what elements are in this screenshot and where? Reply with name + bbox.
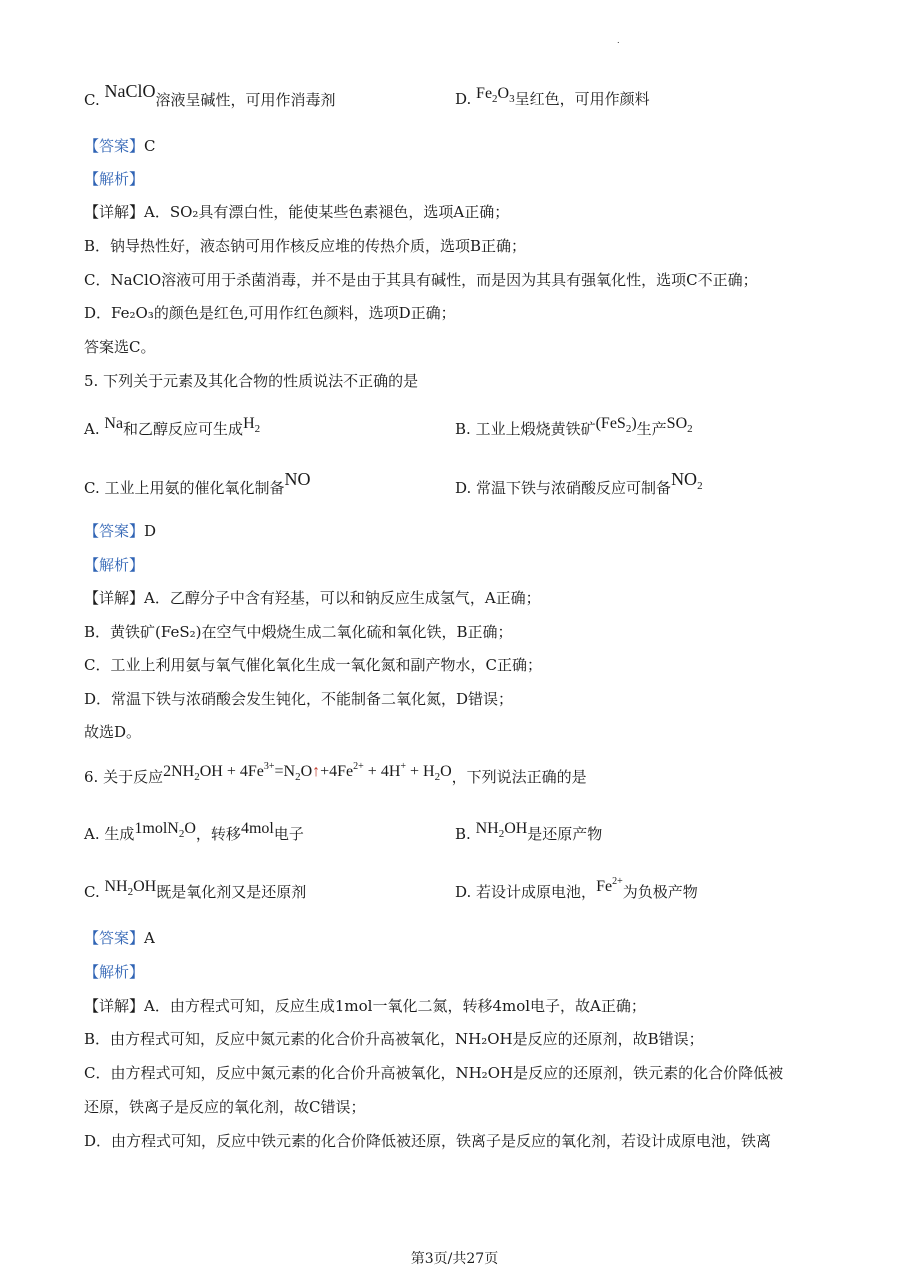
option-text: 工业上用氨的催化氧化制备	[104, 479, 285, 497]
q5-conclusion: 故选D。	[84, 723, 142, 741]
detail-text: A．SO₂具有漂白性，能使某些色素褪色，选项A正确；	[144, 203, 510, 221]
q4-conclusion: 答案选C。	[84, 338, 156, 356]
q5-detail-a	[84, 587, 541, 609]
option-text: 呈红色，可用作颜料	[514, 90, 650, 108]
option-text: 电子	[273, 825, 304, 843]
q4-option-c	[84, 81, 336, 111]
q5-detail-c: C．工业上利用氨与氧气催化氧化生成一氧化氮和副产物水，C正确；	[84, 656, 542, 674]
q6-option-d	[455, 876, 698, 906]
formula: 4mol	[240, 820, 274, 837]
option-label: D.	[455, 479, 472, 497]
option-label: C.	[84, 91, 100, 109]
option-text: ，转移	[195, 825, 241, 843]
q6-option-c	[84, 878, 307, 905]
q5-stem: 5. 下列关于元素及其化合物的性质说法不正确的是	[84, 372, 419, 390]
detail-text: A．乙醇分子中含有羟基，可以和钠反应生成氢气，A正确；	[144, 589, 541, 607]
formula: $NH_2OH$	[475, 820, 528, 840]
q5-option-d	[455, 469, 703, 501]
option-label: D.	[455, 90, 472, 108]
option-label: A.	[84, 420, 100, 438]
q6-detail-c2: 还原，铁离子是反应的氧化剂，故C错误；	[84, 1098, 366, 1116]
q6-answer	[84, 927, 155, 949]
q4-detail-a	[84, 201, 509, 223]
option-label: D.	[455, 883, 472, 901]
detail-tag: 【详解】	[84, 589, 145, 607]
formula: NaClO	[104, 81, 156, 101]
formula: NO	[284, 469, 311, 489]
option-text: 溶液呈碱性，可用作消毒剂	[155, 91, 336, 109]
q4-detail-d: D．Fe₂O₃的颜色是红色,可用作红色颜料，选项D正确；	[84, 304, 456, 322]
formula: $H_2$	[243, 415, 261, 435]
option-text: 工业上煅烧黄铁矿	[475, 420, 596, 438]
option-text: 既是氧化剂又是还原剂	[156, 883, 307, 901]
option-label: B.	[455, 825, 471, 843]
stem-text: ，下列说法正确的是	[451, 768, 587, 786]
page-dot: .	[617, 36, 620, 45]
gas-arrow-icon: ↑	[312, 763, 321, 780]
answer-value: C	[144, 137, 156, 155]
answer-tag: 【答案】	[84, 137, 145, 155]
q6-option-b	[455, 820, 603, 847]
option-label: A.	[84, 825, 100, 843]
q5-detail-b: B．黄铁矿(FeS₂)在空气中煅烧生成二氧化硫和氧化铁，B正确；	[84, 623, 513, 641]
q4-answer	[84, 135, 156, 157]
option-text: 生产	[636, 420, 667, 438]
q6-analysis-tag: 【解析】	[84, 963, 145, 981]
answer-value: A	[144, 929, 155, 947]
option-label: C.	[84, 883, 100, 901]
option-text: 和乙醇反应可生成	[123, 420, 244, 438]
q4-detail-c: C．NaClO溶液可用于杀菌消毒，并不是由于其具有碱性，而是因为其具有强氧化性，选项C不正确；	[84, 271, 758, 289]
q5-option-b	[455, 415, 693, 442]
option-text: 常温下铁与浓硝酸反应可制备	[476, 479, 672, 497]
detail-tag: 【详解】	[84, 203, 145, 221]
page-footer: 第3页/共27页	[410, 1251, 499, 1267]
formula: 1molN$_2$O	[134, 820, 196, 840]
option-label: B.	[455, 420, 471, 438]
q4-analysis-tag: 【解析】	[84, 170, 145, 188]
formula: $NO_2$	[671, 469, 703, 492]
q5-option-c	[84, 469, 311, 499]
formula: $Fe_2O_3$	[476, 85, 515, 105]
formula: (FeS$_2$)	[595, 415, 637, 435]
answer-tag: 【答案】	[84, 522, 145, 540]
q5-option-a	[84, 415, 261, 442]
formula: Na	[104, 415, 124, 432]
q5-answer	[84, 520, 156, 542]
formula: $Fe^{2+}$	[596, 876, 623, 895]
answer-tag: 【答案】	[84, 929, 145, 947]
answer-value: D	[144, 522, 157, 540]
q6-option-a	[84, 820, 304, 847]
detail-text: A．由方程式可知，反应生成1mol一氧化二氮，转移4mol电子，故A正确；	[144, 997, 646, 1015]
option-text: 若设计成原电池，	[476, 883, 597, 901]
reaction-equation: $2NH_2OH$ + $4Fe^{3+}=N_2O↑+4Fe^{2+} + 4H^+ + H_2O$	[163, 761, 452, 783]
option-text: 是还原产物	[527, 825, 603, 843]
formula: $NH_2OH$	[104, 878, 157, 898]
q4-detail-b: B．钠导热性好，液态钠可用作核反应堆的传热介质，选项B正确；	[84, 237, 527, 255]
q4-option-d	[455, 85, 650, 112]
option-label: C.	[84, 479, 100, 497]
formula: $SO_2$	[666, 415, 693, 435]
q5-detail-d: D．常温下铁与浓硝酸会发生钝化，不能制备二氧化氮，D错误；	[84, 690, 514, 708]
q5-analysis-tag: 【解析】	[84, 556, 145, 574]
q6-detail-b: B．由方程式可知，反应中氮元素的化合价升高被氧化，NH₂OH是反应的还原剂，故B错误；	[84, 1030, 704, 1048]
q6-detail-c1: C．由方程式可知，反应中氮元素的化合价升高被氧化，NH₂OH是反应的还原剂，铁元素的化合价降低被	[84, 1064, 784, 1082]
stem-text: 6. 关于反应	[84, 768, 164, 786]
q6-detail-a	[84, 995, 646, 1017]
detail-tag: 【详解】	[84, 997, 145, 1015]
option-text: 为负极产物	[622, 883, 698, 901]
option-text: 生成	[104, 825, 135, 843]
q6-stem	[84, 761, 587, 791]
q6-detail-d1: D．由方程式可知，反应中铁元素的化合价降低被还原，铁离子是反应的氧化剂，若设计成原电池，铁离	[84, 1132, 772, 1150]
